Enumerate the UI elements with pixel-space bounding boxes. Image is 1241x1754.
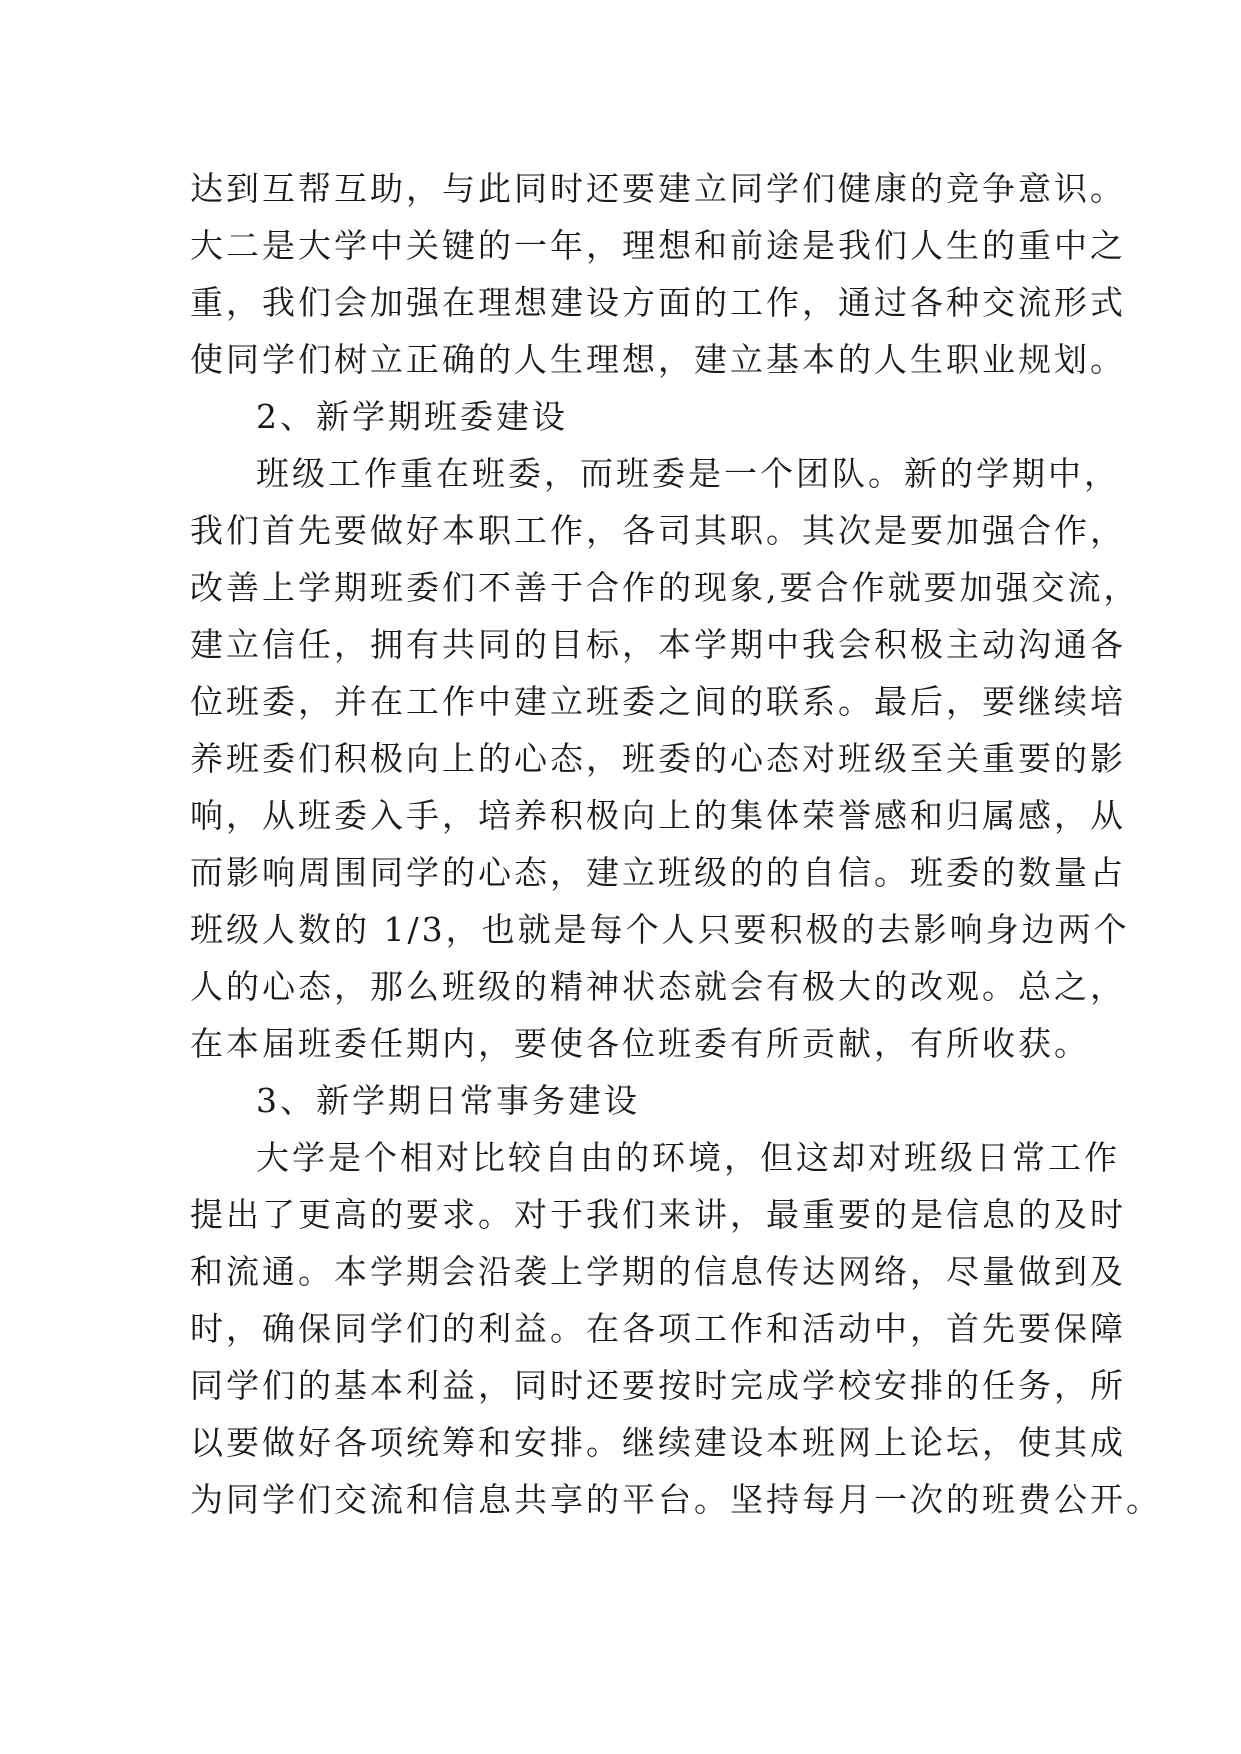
text-line: 我们首先要做好本职工作，各司其职。其次是要加强合作， bbox=[190, 511, 1126, 550]
text-line: 使同学们树立正确的人生理想，建立基本的人生职业规划。 bbox=[190, 340, 1126, 379]
text-line: 重，我们会加强在理想建设方面的工作，通过各种交流形式 bbox=[190, 283, 1126, 322]
text-line: 位班委，并在工作中建立班委之间的联系。最后，要继续培 bbox=[190, 682, 1126, 721]
text-line: 人的心态，那么班级的精神状态就会有极大的改观。总之， bbox=[190, 967, 1126, 1006]
section-heading: 3、新学期日常事务建设 bbox=[256, 1081, 640, 1120]
text-line: 为同学们交流和信息共享的平台。坚持每月一次的班费公开。 bbox=[190, 1480, 1162, 1519]
text-line: 而影响周围同学的心态，建立班级的的自信。班委的数量占 bbox=[190, 853, 1126, 892]
text-line: 大学是个相对比较自由的环境，但这却对班级日常工作 bbox=[256, 1138, 1120, 1177]
text-line: 提出了更高的要求。对于我们来讲，最重要的是信息的及时 bbox=[190, 1195, 1126, 1234]
text-line: 时，确保同学们的利益。在各项工作和活动中，首先要保障 bbox=[190, 1309, 1126, 1348]
text-line: 班级工作重在班委，而班委是一个团队。新的学期中， bbox=[256, 454, 1120, 493]
text-line: 班级人数的 1/3，也就是每个人只要积极的去影响身边两个 bbox=[190, 910, 1130, 949]
text-line: 同学们的基本利益，同时还要按时完成学校安排的任务，所 bbox=[190, 1366, 1126, 1405]
text-line: 养班委们积极向上的心态，班委的心态对班级至关重要的影 bbox=[190, 739, 1126, 778]
text-line: 以要做好各项统筹和安排。继续建设本班网上论坛，使其成 bbox=[190, 1423, 1126, 1462]
text-line: 响，从班委入手，培养积极向上的集体荣誉感和归属感，从 bbox=[190, 796, 1126, 835]
text-line: 和流通。本学期会沿袭上学期的信息传达网络，尽量做到及 bbox=[190, 1252, 1126, 1291]
text-line: 在本届班委任期内，要使各位班委有所贡献，有所收获。 bbox=[190, 1024, 1090, 1063]
document-body bbox=[190, 160, 1162, 1528]
section-heading: 2、新学期班委建设 bbox=[256, 397, 568, 436]
text-line: 大二是大学中关键的一年，理想和前途是我们人生的重中之 bbox=[190, 226, 1126, 265]
text-line: 改善上学期班委们不善于合作的现象,要合作就要加强交流， bbox=[190, 568, 1140, 607]
text-line: 建立信任，拥有共同的目标，本学期中我会积极主动沟通各 bbox=[190, 625, 1126, 664]
text-line: 达到互帮互助，与此同时还要建立同学们健康的竞争意识。 bbox=[190, 169, 1126, 208]
